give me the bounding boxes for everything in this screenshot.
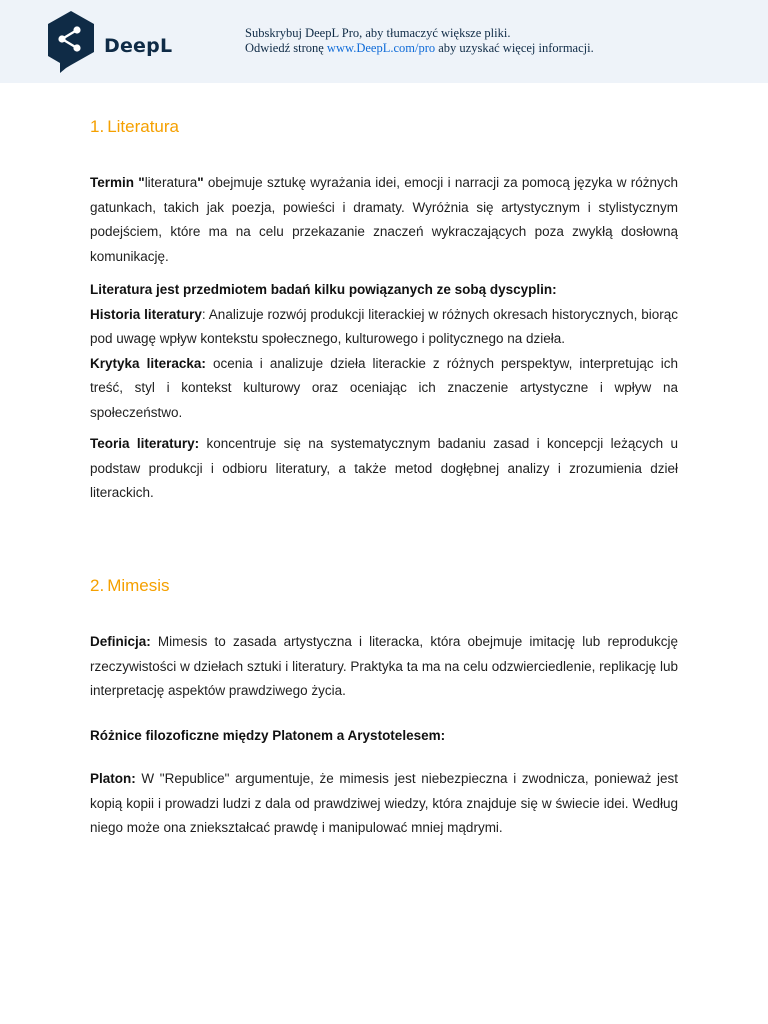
differences-heading: Różnice filozoficzne między Platonem a Arystotelesem: — [90, 728, 446, 743]
plato-label: Platon: — [90, 771, 136, 786]
deepl-pro-link[interactable]: www.DeepL.com/pro — [326, 40, 436, 55]
subscription-notice — [245, 26, 594, 55]
paragraph-theory — [90, 432, 678, 506]
deepl-banner — [0, 0, 768, 83]
notice-prefix: Odwiedź stronę — [245, 40, 327, 55]
section-heading-mimesis — [90, 576, 170, 596]
deepl-logo[interactable] — [46, 10, 196, 74]
criticism-text: ocenia i analizuje dzieła literackie z różnych perspektyw, interpretując ich treść, styl i kontekst kulturowy oraz oceniając ich znaczenie artystyczne i wpływ na społeczeństwo. — [90, 355, 678, 420]
history-text: : Analizuje rozwój produkcji literackiej w różnych okresach historycznych, biorąc pod uwagę wpływ kontekstu społecznego, kulturowego i politycznego na dzieła. — [90, 306, 678, 346]
history-label: Historia literatury — [90, 306, 202, 322]
section-title: Literatura — [107, 117, 180, 136]
paragraph-differences-heading — [90, 724, 678, 749]
term-prefix: Termin — [90, 175, 139, 190]
criticism-label: Krytyka literacka: — [90, 355, 206, 371]
section-heading-literatura — [90, 117, 179, 137]
deepl-logo-text: DeepL — [104, 35, 173, 57]
notice-suffix: aby uzyskać więcej informacji. — [435, 40, 594, 55]
paragraph-disciplines — [90, 278, 678, 425]
disciplines-heading: Literatura jest przedmiotem badań kilku powiązanych ze sobą dyscyplin: — [90, 282, 557, 297]
deepl-logo-icon — [46, 10, 96, 74]
definition-text: Mimesis to zasada artystyczna i literacka, która obejmuje imitację lub reprodukcję rzeczywistości w dziełach sztuki i literatury. Praktyka ta ma na celu odzwierciedlenie, replikację lub interpretację aspektów prawdziwego życia. — [90, 634, 678, 698]
plato-text: W "Republice" argumentuje, że mimesis jest niebezpieczna i zwodnicza, ponieważ jest kopią kopii i prowadzi ludzi z dala od prawdziwej wiedzy, która znajduje się w świecie idei. Według niego może ona zniekształcać prawdę i manipulować mniej mądrymi. — [90, 771, 678, 835]
term-open-quote: " — [138, 175, 145, 190]
theory-text: koncentruje się na systematycznym badaniu zasad i koncepcji leżących u podstaw produkcji i odbioru literatury, a także metod dogłębnej analizy i zrozumienia dzieł literackich. — [90, 436, 678, 500]
term-intro-text: obejmuje sztukę wyrażania idei, emocji i narracji za pomocą języka w różnych gatunkach, takich jak poezja, powieści i dramaty. Wyróżnia się artystycznym i stylistycznym podejściem, które ma na celu przekazanie znaczeń wykraczających poza zwykłą dosłowną komunikację. — [90, 175, 678, 264]
term-close-quote: " — [197, 175, 204, 190]
section-title: Mimesis — [107, 576, 170, 595]
section-number: 1. — [90, 117, 105, 136]
notice-line-1: Subskrybuj DeepL Pro, aby tłumaczyć większe pliki. — [245, 26, 511, 40]
paragraph-mimesis-definition — [90, 630, 678, 704]
notice-line-2 — [245, 41, 594, 56]
paragraph-term-definition — [90, 171, 678, 269]
definition-label: Definicja: — [90, 634, 151, 649]
section-number: 2. — [90, 576, 105, 595]
theory-label: Teoria literatury: — [90, 436, 200, 451]
term-word: literatura — [144, 175, 198, 190]
paragraph-plato — [90, 767, 678, 841]
